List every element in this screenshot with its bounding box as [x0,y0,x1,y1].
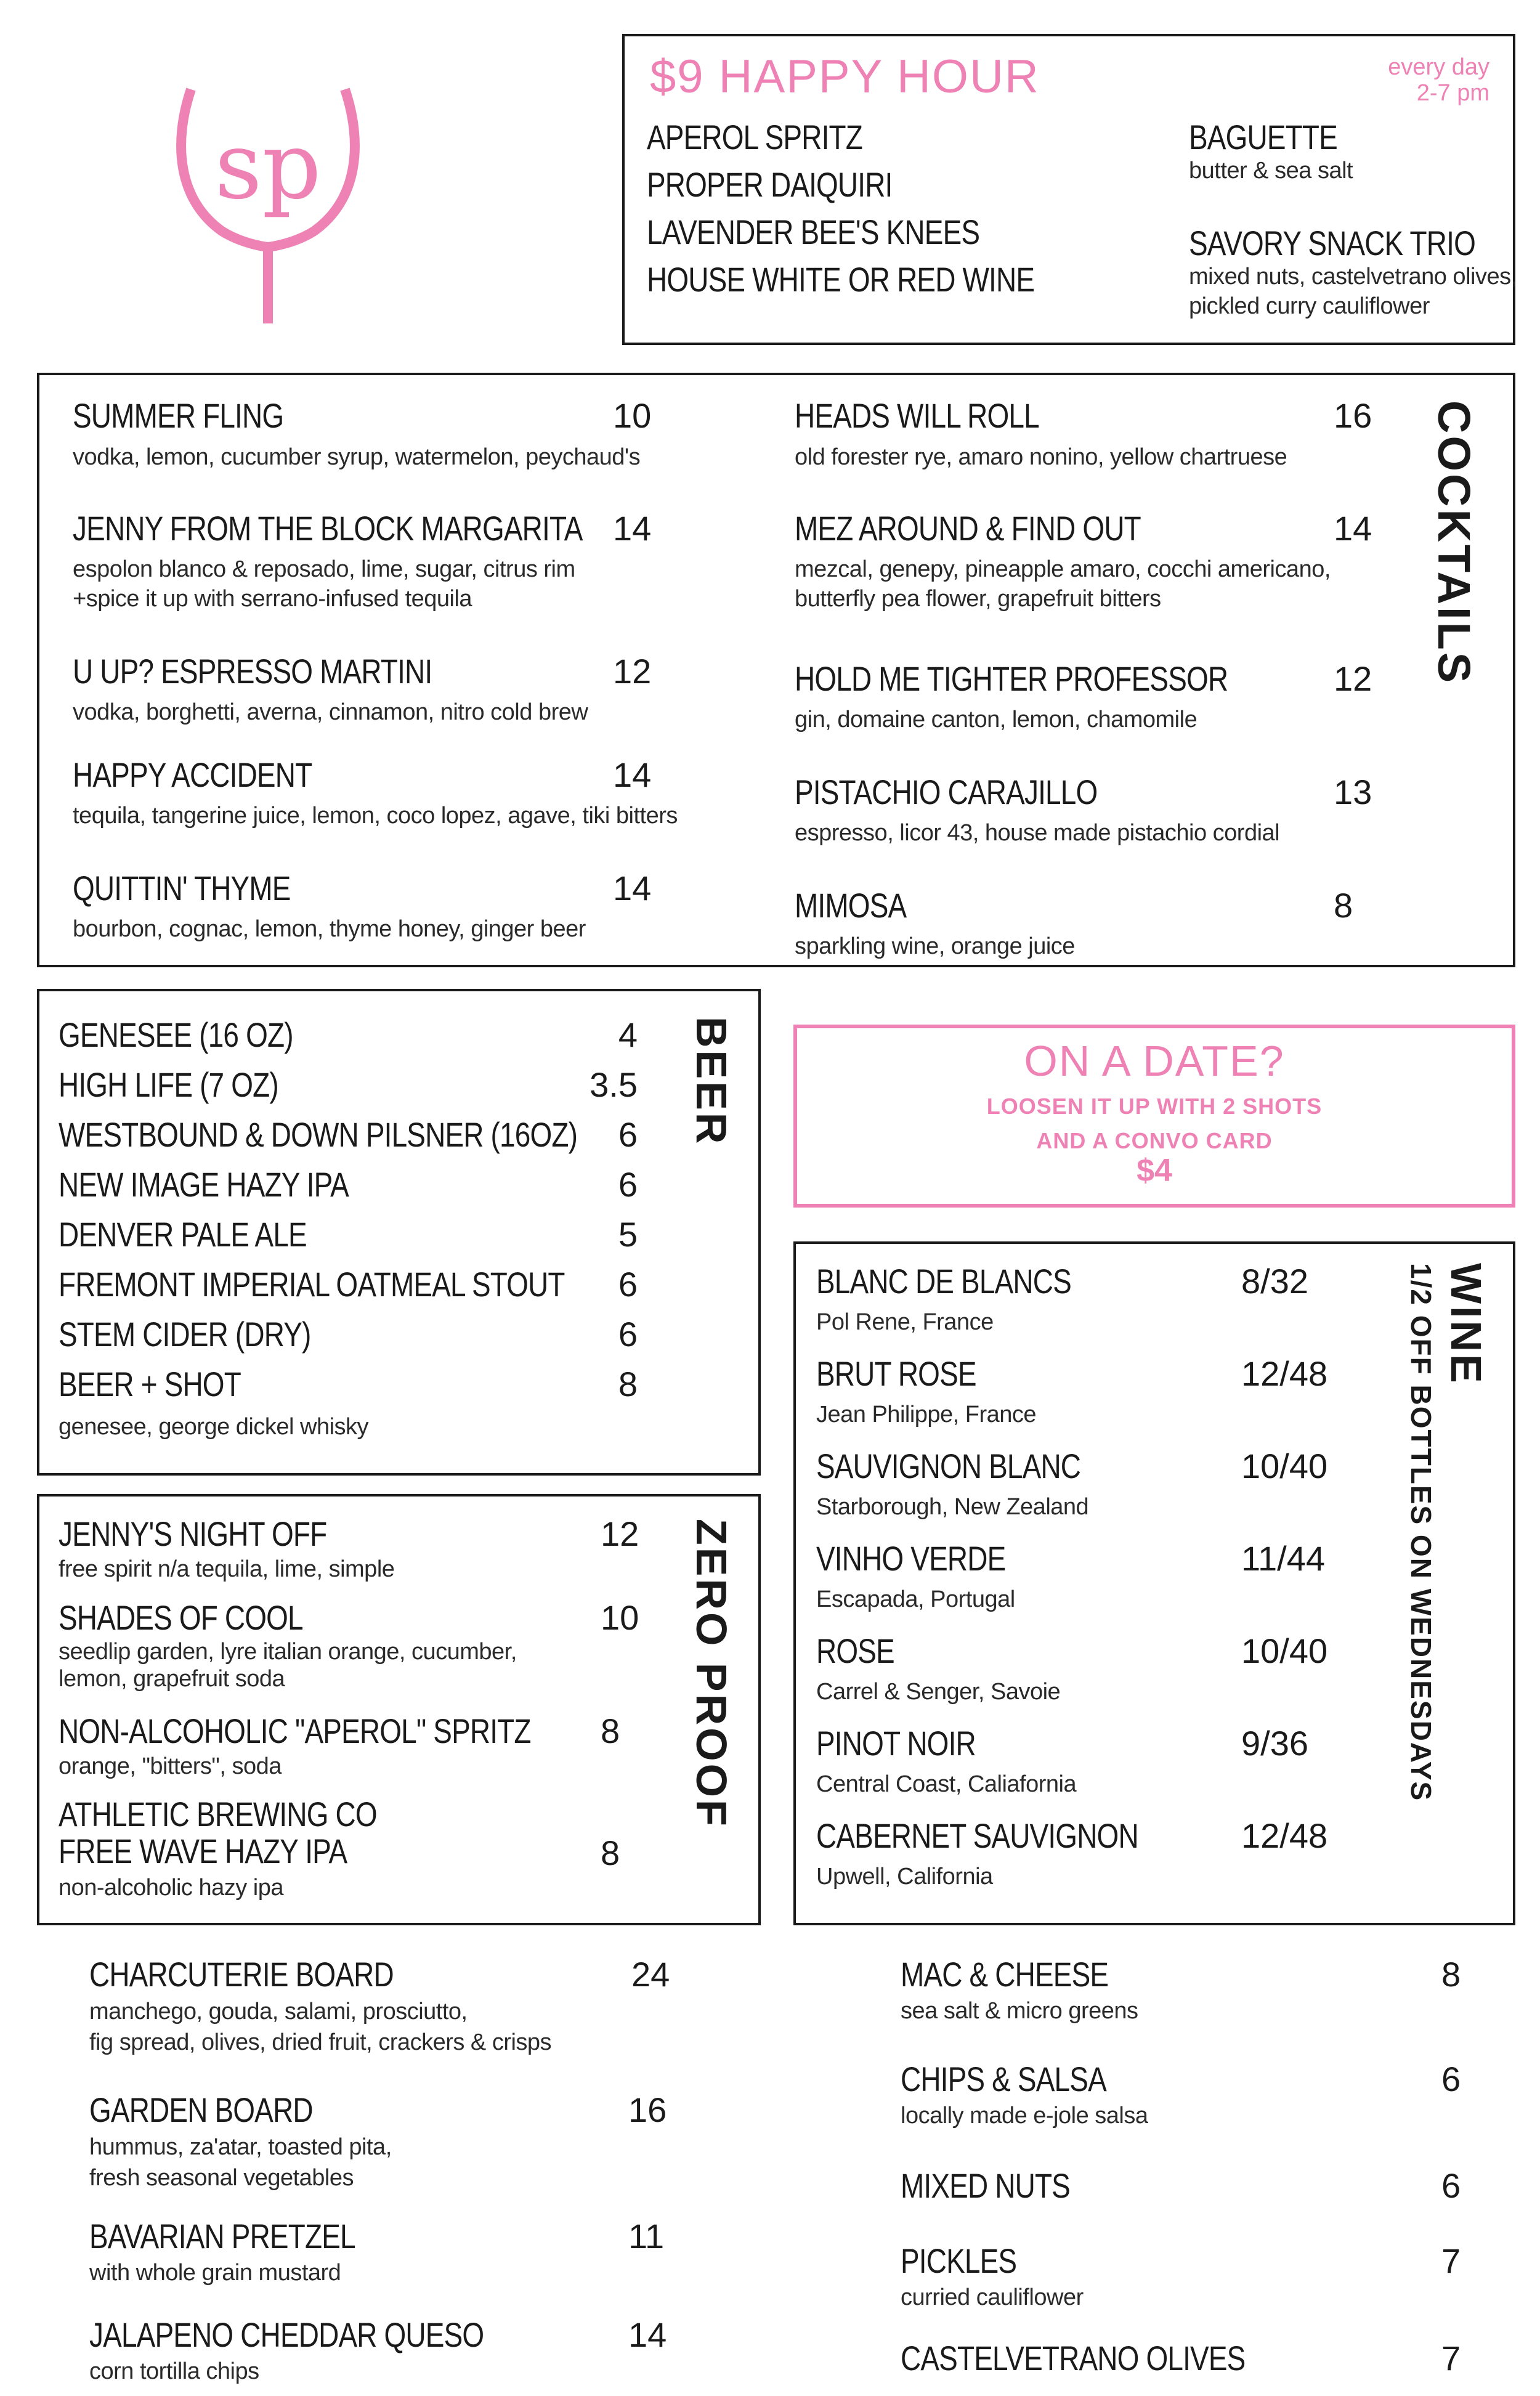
food-desc: curried cauliflower [901,2284,1084,2310]
wine-price: 8/32 [1241,1262,1308,1301]
cocktail-name: HAPPY ACCIDENT [73,755,312,794]
beer-name: DENVER PALE ALE [59,1215,307,1254]
wine-origin: Central Coast, Caliafornia [816,1771,1077,1797]
beer-price: 8 [618,1365,638,1403]
zero-proof-price: 10 [601,1598,639,1637]
wine-subheading: 1/2 OFF BOTTLES ON WEDNESDAYS [1405,1263,1437,1802]
wine-name: VINHO VERDE [816,1539,1006,1578]
food-desc: hummus, za'atar, toasted pita, fresh seasonal vegetables [89,2134,392,2191]
cocktail-desc: bourbon, cognac, lemon, thyme honey, ginger beer [73,916,586,942]
food-name: MIXED NUTS [901,2166,1070,2205]
cocktail-desc: vodka, lemon, cucumber syrup, watermelon, peychaud's [73,444,641,470]
food-desc: corn tortilla chips [89,2358,259,2384]
beer-name: FREMONT IMPERIAL OATMEAL STOUT [59,1265,565,1304]
happy-hour-drink: APEROL SPRITZ [647,118,862,156]
wine-name: BRUT ROSE [816,1354,976,1393]
cocktail-desc: espolon blanco & reposado, lime, sugar, citrus rim +spice it up with serrano-infused tequila [73,556,575,612]
food-name: CHIPS & SALSA [901,2060,1106,2098]
cocktail-desc: gin, domaine canton, lemon, chamomile [795,707,1198,733]
beer-price: 4 [618,1015,638,1054]
food-name: CHARCUTERIE BOARD [89,1955,394,1994]
cocktail-price: 16 [1334,396,1372,435]
food-price: 8 [1441,1955,1461,1994]
beer-shot-desc: genesee, george dickel whisky [59,1414,369,1440]
happy-hour-drink: HOUSE WHITE OR RED WINE [647,260,1035,299]
food-desc: locally made e-jole salsa [901,2103,1148,2129]
food-price: 6 [1441,2060,1461,2098]
cocktail-price: 13 [1334,773,1372,811]
food-desc: sea salt & micro greens [901,1998,1138,2024]
cocktail-price: 14 [613,755,652,794]
happy-hour-drink: LAVENDER BEE'S KNEES [647,213,980,251]
zero-proof-desc: free spirit n/a tequila, lime, simple [59,1556,395,1582]
cocktail-price: 8 [1334,886,1353,925]
happy-hour-title: $9 HAPPY HOUR [650,51,1040,103]
cocktail-desc: sparkling wine, orange juice [795,933,1075,959]
zero-proof-name: SHADES OF COOL [59,1598,303,1637]
cocktail-name: MEZ AROUND & FIND OUT [795,509,1141,548]
food-name: JALAPENO CHEDDAR QUESO [89,2315,484,2354]
cocktail-name: U UP? ESPRESSO MARTINI [73,652,432,691]
cocktails-heading: COCKTAILS [1429,400,1480,686]
date-promo-line1: LOOSEN IT UP WITH 2 SHOTS [986,1094,1323,1119]
wine-name: SAUVIGNON BLANC [816,1447,1081,1485]
cocktail-price: 12 [613,652,652,691]
zero-proof-price: 8 [601,1834,620,1872]
wine-price: 11/44 [1241,1539,1325,1578]
wine-price: 10/40 [1241,1631,1328,1670]
wine-origin: Starborough, New Zealand [816,1494,1089,1520]
food-price: 16 [628,2090,667,2129]
zero-proof-name: JENNY'S NIGHT OFF [59,1514,327,1553]
wine-origin: Pol Rene, France [816,1309,994,1335]
food-name: BAVARIAN PRETZEL [89,2217,355,2256]
beer-price: 5 [618,1215,638,1254]
wine-price: 12/48 [1241,1816,1328,1855]
food-price: 6 [1441,2166,1461,2205]
cocktail-price: 12 [1334,659,1372,698]
food-name: CASTELVETRANO OLIVES [901,2339,1246,2378]
cocktail-name: JENNY FROM THE BLOCK MARGARITA [73,509,583,548]
cocktail-price: 10 [613,396,652,435]
beer-name: HIGH LIFE (7 OZ) [59,1065,278,1104]
beer-price: 3.5 [590,1065,638,1104]
happy-hour-snack-desc: mixed nuts, castelvetrano olives, pickled curry cauliflower [1189,264,1517,319]
cocktail-price: 14 [613,509,652,548]
happy-hour-drink: PROPER DAIQUIRI [647,165,893,204]
cocktail-name: PISTACHIO CARAJILLO [795,773,1098,811]
zero-proof-desc: orange, "bitters", soda [59,1753,282,1779]
cocktail-desc: tequila, tangerine juice, lemon, coco lopez, agave, tiki bitters [73,803,678,829]
beer-heading: BEER [687,1017,736,1147]
zero-proof-price: 12 [601,1514,639,1553]
date-promo-price: $4 [1137,1153,1172,1188]
beer-name: WESTBOUND & DOWN PILSNER (16OZ) [59,1115,578,1154]
beer-name: BEER + SHOT [59,1365,241,1403]
cocktail-name: QUITTIN' THYME [73,869,291,908]
happy-hour-snack-desc: butter & sea salt [1189,158,1353,184]
happy-hour-snack: SAVORY SNACK TRIO [1189,224,1475,262]
wine-name: ROSE [816,1631,894,1670]
date-promo-line2: AND A CONVO CARD [1036,1128,1273,1153]
food-price: 7 [1441,2241,1461,2280]
cocktail-price: 14 [613,869,652,908]
cocktail-desc: espresso, licor 43, house made pistachio cordial [795,820,1280,846]
wine-origin: Carrel & Senger, Savoie [816,1679,1061,1705]
wine-heading: WINE [1442,1263,1490,1386]
beer-price: 6 [618,1315,638,1354]
cocktail-name: HEADS WILL ROLL [795,396,1039,435]
food-name: MAC & CHEESE [901,1955,1109,1994]
wine-price: 12/48 [1241,1354,1328,1393]
beer-name: GENESEE (16 OZ) [59,1015,293,1054]
happy-hour-snack: BAGUETTE [1189,118,1337,156]
wine-name: PINOT NOIR [816,1724,976,1763]
wine-name: CABERNET SAUVIGNON [816,1816,1138,1855]
logo [166,77,370,327]
food-name: GARDEN BOARD [89,2090,313,2129]
cocktail-desc: vodka, borghetti, averna, cinnamon, nitro cold brew [73,699,588,725]
food-desc: with whole grain mustard [89,2260,341,2286]
zero-proof-heading: ZERO PROOF [687,1519,736,1829]
food-desc: manchego, gouda, salami, prosciutto, fig spread, olives, dried fruit, crackers & crisps [89,1999,552,2055]
wine-name: BLANC DE BLANCS [816,1262,1071,1301]
beer-price: 6 [618,1165,638,1204]
beer-name: NEW IMAGE HAZY IPA [59,1165,349,1204]
wine-origin: Upwell, California [816,1864,993,1890]
cocktail-name: MIMOSA [795,886,907,925]
beer-price: 6 [618,1265,638,1304]
cocktail-name: HOLD ME TIGHTER PROFESSOR [795,659,1228,698]
food-price: 24 [631,1955,670,1994]
wine-origin: Escapada, Portugal [816,1586,1015,1612]
food-price: 11 [628,2217,665,2256]
wine-price: 10/40 [1241,1447,1328,1485]
wine-origin: Jean Philippe, France [816,1402,1037,1427]
wine-price: 9/36 [1241,1724,1308,1763]
zero-proof-name: NON-ALCOHOLIC "APEROL" SPRITZ [59,1712,531,1750]
happy-hour-schedule-days: every day [1388,54,1489,80]
food-name: PICKLES [901,2241,1017,2280]
cocktail-name: SUMMER FLING [73,396,284,435]
cocktail-price: 14 [1334,509,1372,548]
zero-proof-price: 8 [601,1712,620,1750]
happy-hour-schedule-hours: 2-7 pm [1416,80,1489,106]
zero-proof-desc: non-alcoholic hazy ipa [59,1875,284,1901]
logo-text: sp [214,113,322,220]
food-price: 14 [628,2315,667,2354]
date-promo-title: ON A DATE? [1024,1037,1285,1085]
beer-price: 6 [618,1115,638,1154]
beer-name: STEM CIDER (DRY) [59,1315,311,1354]
cocktail-desc: mezcal, genepy, pineapple amaro, cocchi americano, butterfly pea flower, grapefruit bitters [795,556,1331,612]
cocktail-desc: old forester rye, amaro nonino, yellow chartruese [795,444,1287,470]
zero-proof-name: ATHLETIC BREWING CO FREE WAVE HAZY IPA [59,1795,377,1870]
food-price: 7 [1441,2339,1461,2378]
zero-proof-desc: seedlip garden, lyre italian orange, cucumber, lemon, grapefruit soda [59,1639,517,1692]
